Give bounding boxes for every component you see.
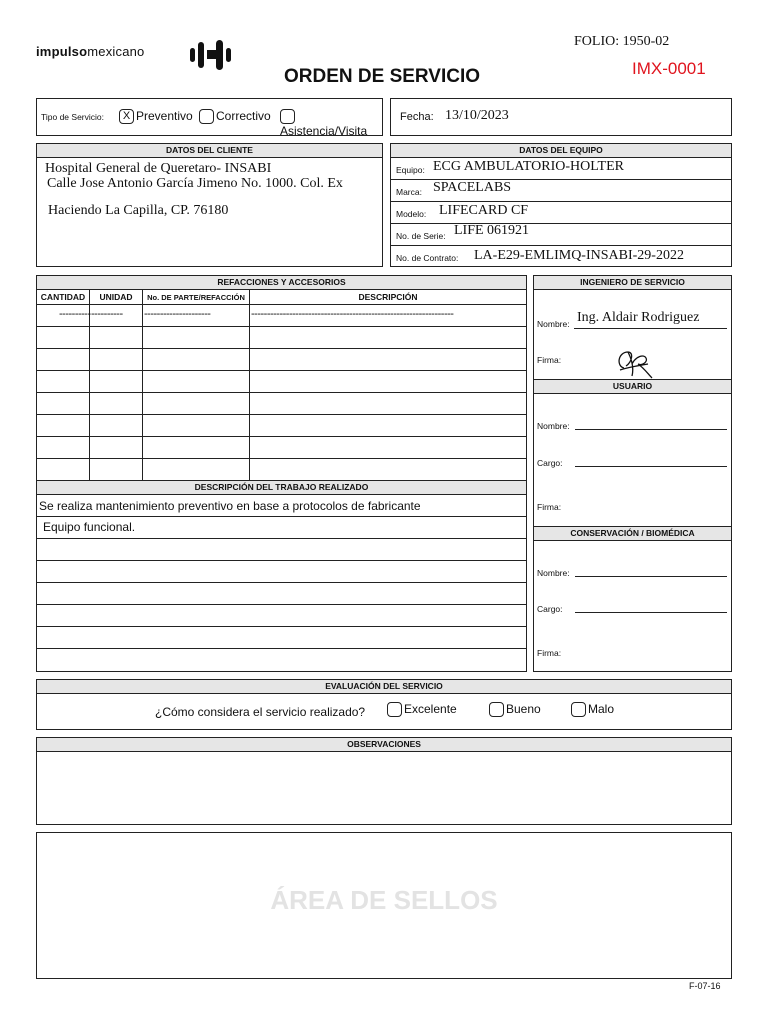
contract-label: No. de Contrato:: [396, 253, 459, 263]
option-asistencia[interactable]: [280, 109, 382, 138]
row1-part-dashes: ---------------------: [144, 308, 211, 320]
work-line-1[interactable]: Se realiza mantenimiento preventivo en base a protocolos de fabricante: [39, 499, 421, 513]
row1-unit-dashes: ----------: [91, 308, 123, 320]
bio-name-label: Nombre:: [537, 568, 570, 578]
signatures-box: [533, 275, 732, 672]
col-description: DESCRIPCIÓN: [358, 292, 418, 302]
date-box: [390, 98, 732, 136]
option-bueno-label: Bueno: [506, 702, 541, 716]
serial-label: No. de Serie:: [396, 231, 446, 241]
option-correctivo[interactable]: [199, 109, 271, 124]
option-bueno[interactable]: [489, 702, 541, 717]
serial-value[interactable]: LIFE 061921: [454, 223, 530, 238]
checkbox-asistencia[interactable]: [280, 109, 295, 124]
col-unidad: UNIDAD: [99, 292, 133, 302]
model-label: Modelo:: [396, 209, 427, 219]
logo-bold-text: impulso: [36, 44, 88, 59]
seals-label: ÁREA DE SELLOS: [270, 885, 498, 915]
logo-mark-icon: [188, 38, 238, 72]
seals-box: [36, 832, 732, 979]
page-title: ORDEN DE SERVICIO: [284, 66, 481, 87]
form-code: F-07-16: [689, 981, 721, 991]
user-sign-label: Firma:: [537, 502, 562, 512]
option-excelente-label: Excelente: [404, 702, 457, 716]
evaluation-question: ¿Cómo considera el servicio realizado?: [155, 705, 366, 719]
engineer-name-label: Nombre:: [537, 319, 570, 329]
logo: [36, 44, 145, 59]
brand-label: Marca:: [396, 187, 422, 197]
option-correctivo-label: Correctivo: [216, 109, 271, 123]
brand-value[interactable]: SPACELABS: [433, 180, 512, 195]
date-value[interactable]: 13/10/2023: [445, 108, 509, 123]
client-line-1[interactable]: Hospital General de Queretaro- INSABI: [45, 161, 272, 176]
logo-light-text: mexicano: [87, 44, 145, 59]
engineer-sign-label: Firma:: [537, 355, 562, 365]
client-line-3[interactable]: Haciendo La Capilla, CP. 76180: [48, 203, 229, 218]
user-name-label: Nombre:: [537, 421, 570, 431]
evaluation-box: [36, 679, 732, 730]
checkbox-malo[interactable]: [571, 702, 586, 717]
parts-header: REFACCIONES Y ACCESORIOS: [37, 276, 526, 290]
folio-number: FOLIO: 1950-02: [574, 34, 670, 49]
checkbox-bueno[interactable]: [489, 702, 504, 717]
work-header: DESCRIPCIÓN DEL TRABAJO REALIZADO: [37, 481, 526, 495]
row1-qty-dashes: ----------: [59, 308, 91, 320]
service-type-label: Tipo de Servicio:: [41, 112, 104, 122]
engineer-signature: [602, 346, 662, 382]
evaluation-header: EVALUACIÓN DEL SERVICIO: [37, 680, 731, 694]
contract-value[interactable]: LA-E29-EMLIMQ-INSABI-29-2022: [474, 248, 684, 263]
bio-cargo-label: Cargo:: [537, 604, 563, 614]
document-code: IMX-0001: [632, 59, 706, 78]
equipment-label: Equipo:: [396, 165, 425, 175]
option-asistencia-label: Asistencia/Visita: [280, 124, 368, 139]
col-part-number: No. DE PARTE/REFACCIÓN: [147, 293, 245, 302]
option-excelente[interactable]: [387, 702, 457, 717]
row1-desc-dashes: ----------------------------------------------------------------: [251, 308, 454, 320]
bio-sign-label: Firma:: [537, 648, 562, 658]
checkbox-preventivo[interactable]: X: [119, 109, 134, 124]
user-header: USUARIO: [534, 379, 731, 394]
work-line-2[interactable]: Equipo funcional.: [43, 520, 136, 534]
client-header: DATOS DEL CLIENTE: [37, 144, 382, 158]
option-preventivo-label: Preventivo: [136, 109, 193, 123]
model-value[interactable]: LIFECARD CF: [439, 203, 529, 218]
date-label: Fecha:: [400, 111, 434, 123]
option-preventivo[interactable]: [119, 109, 193, 124]
user-cargo-label: Cargo:: [537, 458, 563, 468]
equipment-box: [390, 143, 732, 267]
engineer-header: INGENIERO DE SERVICIO: [534, 276, 731, 290]
option-malo[interactable]: [571, 702, 614, 717]
option-malo-label: Malo: [588, 702, 615, 716]
equipment-header: DATOS DEL EQUIPO: [391, 144, 731, 158]
biomedical-header: CONSERVACIÓN / BIOMÉDICA: [534, 526, 731, 541]
checkbox-correctivo[interactable]: [199, 109, 214, 124]
parts-box: [36, 275, 527, 672]
equipment-value[interactable]: ECG AMBULATORIO-HOLTER: [433, 159, 624, 174]
client-line-2[interactable]: Calle Jose Antonio García Jimeno No. 1000. Col. Ex: [47, 176, 343, 191]
observations-box[interactable]: [36, 737, 732, 825]
checkbox-excelente[interactable]: [387, 702, 402, 717]
col-cantidad: CANTIDAD: [40, 292, 86, 302]
client-box: [36, 143, 383, 267]
engineer-name-value[interactable]: Ing. Aldair Rodriguez: [577, 310, 700, 325]
service-type-box: [36, 98, 383, 139]
observations-header: OBSERVACIONES: [37, 738, 731, 752]
